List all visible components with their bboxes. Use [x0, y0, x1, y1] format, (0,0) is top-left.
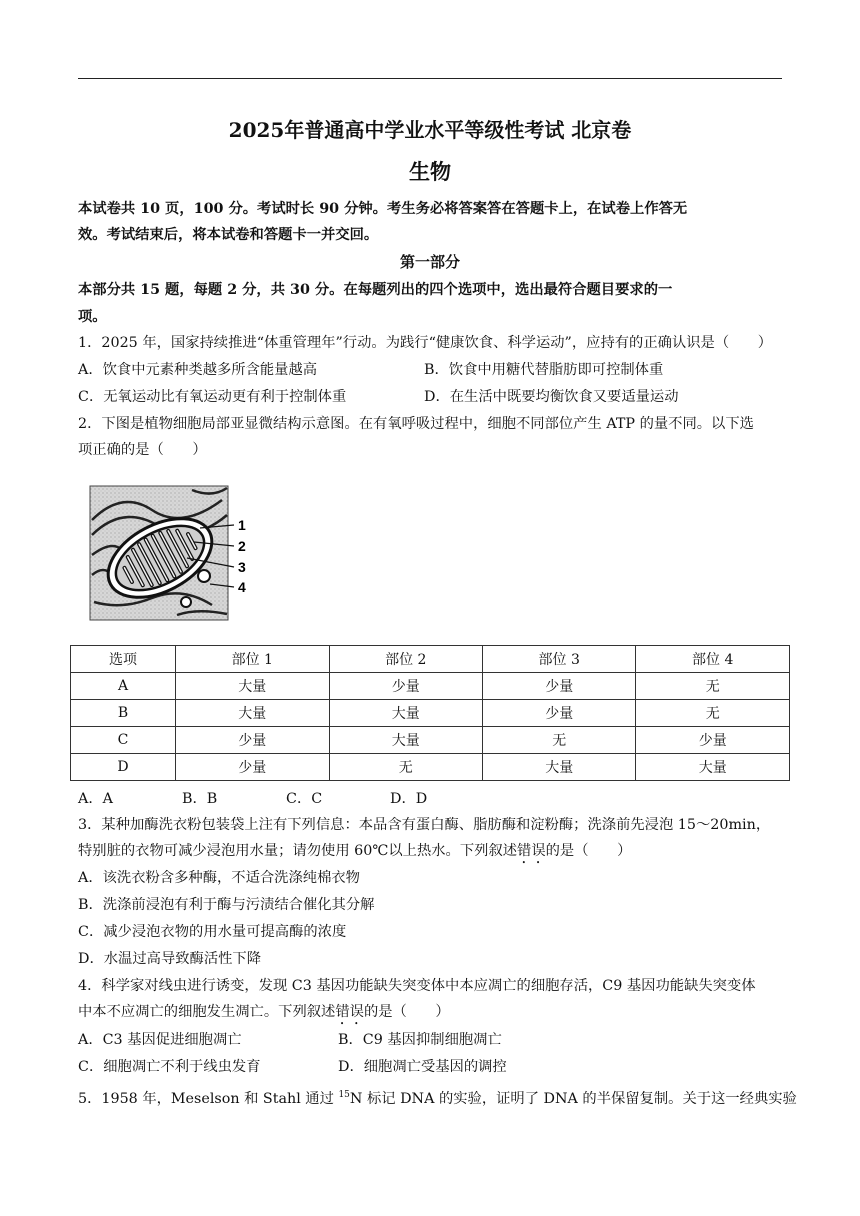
q1-option-d: D．在生活中既要均衡饮食又要适量运动: [424, 389, 679, 405]
exam-title: 2025年普通高中学业水平等级性考试 北京卷: [228, 118, 632, 142]
table-cell: 少量: [329, 673, 482, 700]
q4-option-d: D．细胞凋亡受基因的调控: [338, 1059, 507, 1075]
header-rule: [78, 78, 782, 79]
table-cell: A: [71, 673, 176, 700]
figure-label-4: 4: [238, 579, 246, 595]
q3-option-d: D．水温过高导致酶活性下降: [78, 951, 262, 967]
q3-stem-text: 特别脏的衣物可减少浸泡用水量；请勿使用 60℃以上热水。下列叙述: [78, 843, 518, 859]
q3-stem-tail: 的是（ ）: [545, 843, 632, 859]
q4-stem-text: 中本不应凋亡的细胞发生凋亡。下列叙述: [78, 1004, 336, 1020]
table-cell: B: [71, 700, 176, 727]
instructions-line-2: 效。考试结束后，将本试卷和答题卡一并交回。: [78, 227, 379, 243]
q1-option-c: C．无氧运动比有氧运动更有利于控制体重: [78, 389, 347, 405]
table-header-cell: 部位 1: [176, 646, 329, 673]
table-cell: 无: [329, 754, 482, 781]
q1-option-b: B．饮食中用糖代替脂肪即可控制体重: [424, 362, 664, 378]
q2-answer-b: B．B: [182, 791, 218, 807]
q2-answer-a: A．A: [78, 791, 113, 807]
table-cell: C: [71, 727, 176, 754]
table-cell: 大量: [483, 754, 636, 781]
table-header-cell: 选项: [71, 646, 176, 673]
mitochondrion-figure: [82, 480, 257, 625]
q2-options-table: [70, 645, 790, 781]
table-header-row: [71, 646, 790, 673]
figure-label-3: 3: [238, 559, 246, 575]
q1-stem: 1．2025 年，国家持续推进“体重管理年”行动。为践行“健康饮食、科学运动”，应持有的正确认识是（ ）: [78, 335, 773, 351]
table-row: [71, 673, 790, 700]
table-cell: 无: [636, 673, 790, 700]
table-cell: 大量: [329, 700, 482, 727]
q3-option-b: B．洗涤前浸泡有利于酶与污渍结合催化其分解: [78, 897, 375, 913]
table-row: [71, 700, 790, 727]
figure-label-1: 1: [238, 517, 246, 533]
part-instructions-line-1: 本部分共 15 题，每题 2 分，共 30 分。在每题列出的四个选项中，选出最符合题目要求的一: [78, 282, 673, 298]
subject-title: 生物: [409, 159, 451, 184]
q4-option-c: C．细胞凋亡不利于线虫发育: [78, 1059, 261, 1075]
q2-stem-line-1: 2．下图是植物细胞局部亚显微结构示意图。在有氧呼吸过程中，细胞不同部位产生 ATP 的量不同。以下选: [78, 416, 754, 432]
figure-label-2: 2: [238, 538, 246, 554]
q4-stem-line-1: 4．科学家对线虫进行诱变，发现 C3 基因功能缺失突变体中本应凋亡的细胞存活，C9 基因功能缺失突变体: [78, 978, 756, 994]
q4-stem-line-2: [78, 1002, 450, 1028]
table-cell: 大量: [176, 673, 329, 700]
q2-answer-d: D．D: [390, 791, 428, 807]
q3-stem-line-2: [78, 841, 631, 867]
q1-option-a: A．饮食中元素种类越多所含能量越高: [78, 362, 318, 378]
table-header-cell: 部位 3: [483, 646, 636, 673]
table-cell: 大量: [636, 754, 790, 781]
q3-option-c: C．减少浸泡衣物的用水量可提高酶的浓度: [78, 924, 347, 940]
table-cell: 大量: [176, 700, 329, 727]
table-cell: 少量: [483, 673, 636, 700]
q5-stem-text: 5．1958 年，Meselson 和 Stahl 通过: [78, 1090, 339, 1107]
table-row: [71, 727, 790, 754]
instructions-line-1: 本试卷共 10 页，100 分。考试时长 90 分钟。考生务必将答案答在答题卡上，在试卷上作答无: [78, 201, 688, 217]
table-header-cell: 部位 2: [329, 646, 482, 673]
table-cell: 无: [483, 727, 636, 754]
q3-option-a: A．该洗衣粉含多种酶，不适合洗涤纯棉衣物: [78, 870, 360, 886]
q4-emphasis-wrong: 错误: [335, 1004, 364, 1020]
table-cell: 少量: [176, 727, 329, 754]
table-cell: 少量: [636, 727, 790, 754]
table-cell: 少量: [483, 700, 636, 727]
q5-stem-tail: N 标记 DNA 的实验，证明了 DNA 的半保留复制。关于这一经典实验: [349, 1090, 797, 1107]
q5-isotope-superscript: 15: [338, 1090, 350, 1100]
q3-stem-line-1: 3．某种加酶洗衣粉包装袋上注有下列信息：本品含有蛋白酶、脂肪酶和淀粉酶；洗涤前先浸泡 15～20min，: [78, 817, 771, 833]
table-cell: 大量: [329, 727, 482, 754]
q2-stem-line-2: 项正确的是（ ）: [78, 442, 207, 458]
q4-option-a: A．C3 基因促进细胞凋亡: [78, 1032, 242, 1048]
q4-option-b: B．C9 基因抑制细胞凋亡: [338, 1032, 502, 1048]
table-cell: 无: [636, 700, 790, 727]
q4-stem-tail: 的是（ ）: [363, 1004, 450, 1020]
part-title: 第一部分: [399, 253, 460, 271]
q3-emphasis-wrong: 错误: [517, 843, 546, 859]
table-header-cell: 部位 4: [636, 646, 790, 673]
table-row: [71, 754, 790, 781]
q5-stem: [78, 1085, 797, 1109]
q2-answer-c: C．C: [286, 791, 323, 807]
part-instructions-line-2: 项。: [78, 309, 107, 325]
table-cell: D: [71, 754, 176, 781]
table-cell: 少量: [176, 754, 329, 781]
